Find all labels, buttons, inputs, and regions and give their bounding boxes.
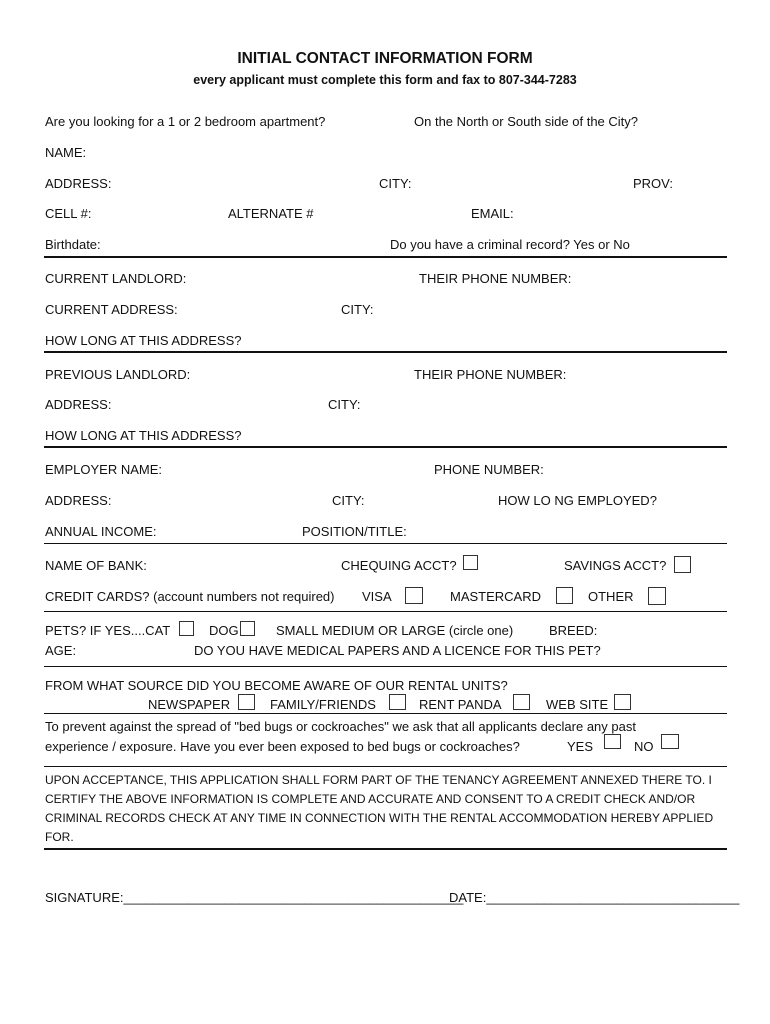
disclaimer-line-3: CRIMINAL RECORDS CHECK AT ANY TIME IN CONNECTION WITH THE RENTAL ACCOMMODATION HEREBY APPLIED [45,811,714,825]
savings-label: SAVINGS ACCT? [564,558,667,573]
savings-checkbox[interactable] [674,556,691,573]
bed-bugs-yes-checkbox[interactable] [604,734,621,749]
source-question: FROM WHAT SOURCE DID YOU BECOME AWARE OF OUR RENTAL UNITS? [45,678,508,693]
date-field[interactable]: DATE:___________________________________ [449,890,740,905]
rent-panda-label: RENT PANDA [419,697,502,712]
previous-landlord-phone-label: THEIR PHONE NUMBER: [414,367,567,382]
cell-label: CELL #: [45,206,92,221]
annual-income-label: ANNUAL INCOME: [45,524,157,539]
employer-phone-label: PHONE NUMBER: [434,462,544,477]
bed-bugs-no-label: NO [634,739,654,754]
previous-address-label: ADDRESS: [45,397,112,412]
alternate-label: ALTERNATE # [228,206,314,221]
current-landlord-label: CURRENT LANDLORD: [45,271,187,286]
bedroom-question: Are you looking for a 1 or 2 bedroom apartment? [45,114,326,129]
other-card-checkbox[interactable] [648,587,666,605]
bed-bugs-yes-label: YES [567,739,594,754]
other-card-label: OTHER [588,589,634,604]
side-question: On the North or South side of the City? [414,114,639,129]
prov-label: PROV: [633,176,673,191]
pet-papers-question: DO YOU HAVE MEDICAL PAPERS AND A LICENCE FOR THIS PET? [194,643,601,658]
section-divider [44,446,727,448]
website-label: WEB SITE [546,697,609,712]
credit-cards-label: CREDIT CARDS? (account numbers not required) [45,589,335,604]
mastercard-checkbox[interactable] [556,587,573,604]
current-address-label: CURRENT ADDRESS: [45,302,178,317]
newspaper-label: NEWSPAPER [148,697,231,712]
email-label: EMAIL: [471,206,514,221]
name-label: NAME: [45,145,87,160]
address-label: ADDRESS: [45,176,112,191]
how-long-employed-label: HOW LO NG EMPLOYED? [498,493,657,508]
employer-city-label: CITY: [332,493,365,508]
disclaimer-line-4: FOR. [45,830,74,844]
family-friends-checkbox[interactable] [389,694,406,710]
visa-checkbox[interactable] [405,587,423,604]
current-city-label: CITY: [341,302,374,317]
previous-how-long-label: HOW LONG AT THIS ADDRESS? [45,428,242,443]
position-title-label: POSITION/TITLE: [302,524,407,539]
section-divider [44,543,727,544]
cat-checkbox[interactable] [179,621,194,636]
chequing-label: CHEQUING ACCT? [341,558,457,573]
family-friends-label: FAMILY/FRIENDS [270,697,376,712]
birthdate-label: Birthdate: [45,237,101,252]
disclaimer-line-2: CERTIFY THE ABOVE INFORMATION IS COMPLETE AND ACCURATE AND CONSENT TO A CREDIT CHECK AND/OR [45,792,696,806]
section-divider [44,351,727,353]
city-label: CITY: [379,176,412,191]
rent-panda-checkbox[interactable] [513,694,530,710]
form-subtitle: every applicant must complete this form and fax to 807-344-7283 [193,73,577,87]
mastercard-label: MASTERCARD [450,589,542,604]
pet-age-label: AGE: [45,643,77,658]
section-divider [44,766,727,767]
employer-name-label: EMPLOYER NAME: [45,462,163,477]
visa-label: VISA [362,589,392,604]
pets-cat-label: PETS? IF YES....CAT [45,623,171,638]
section-divider [44,611,727,612]
current-how-long-label: HOW LONG AT THIS ADDRESS? [45,333,242,348]
dog-label: DOG [209,623,239,638]
employer-address-label: ADDRESS: [45,493,112,508]
bed-bugs-question: experience / exposure. Have you ever been exposed to bed bugs or cockroaches? [45,739,520,754]
previous-landlord-label: PREVIOUS LANDLORD: [45,367,191,382]
bank-name-label: NAME OF BANK: [45,558,147,573]
section-divider [44,666,727,667]
bed-bugs-no-checkbox[interactable] [661,734,679,749]
section-divider [44,256,727,258]
newspaper-checkbox[interactable] [238,694,255,710]
chequing-checkbox[interactable] [463,555,478,570]
section-divider [44,848,727,850]
bed-bugs-statement: To prevent against the spread of "bed bugs or cockroaches" we ask that all applicants declare any past [45,719,636,734]
signature-field[interactable]: SIGNATURE:_______________________________________________ [45,890,464,905]
previous-city-label: CITY: [328,397,361,412]
form-title: INITIAL CONTACT INFORMATION FORM [237,50,533,67]
section-divider [44,713,727,714]
pet-size-label: SMALL MEDIUM OR LARGE (circle one) [276,623,514,638]
disclaimer-line-1: UPON ACCEPTANCE, THIS APPLICATION SHALL FORM PART OF THE TENANCY AGREEMENT ANNEXED THERE TO. I [45,773,712,787]
website-checkbox[interactable] [614,694,631,710]
criminal-record-question: Do you have a criminal record? Yes or No [390,237,630,252]
dog-checkbox[interactable] [240,621,255,636]
breed-label: BREED: [549,623,598,638]
current-landlord-phone-label: THEIR PHONE NUMBER: [419,271,572,286]
